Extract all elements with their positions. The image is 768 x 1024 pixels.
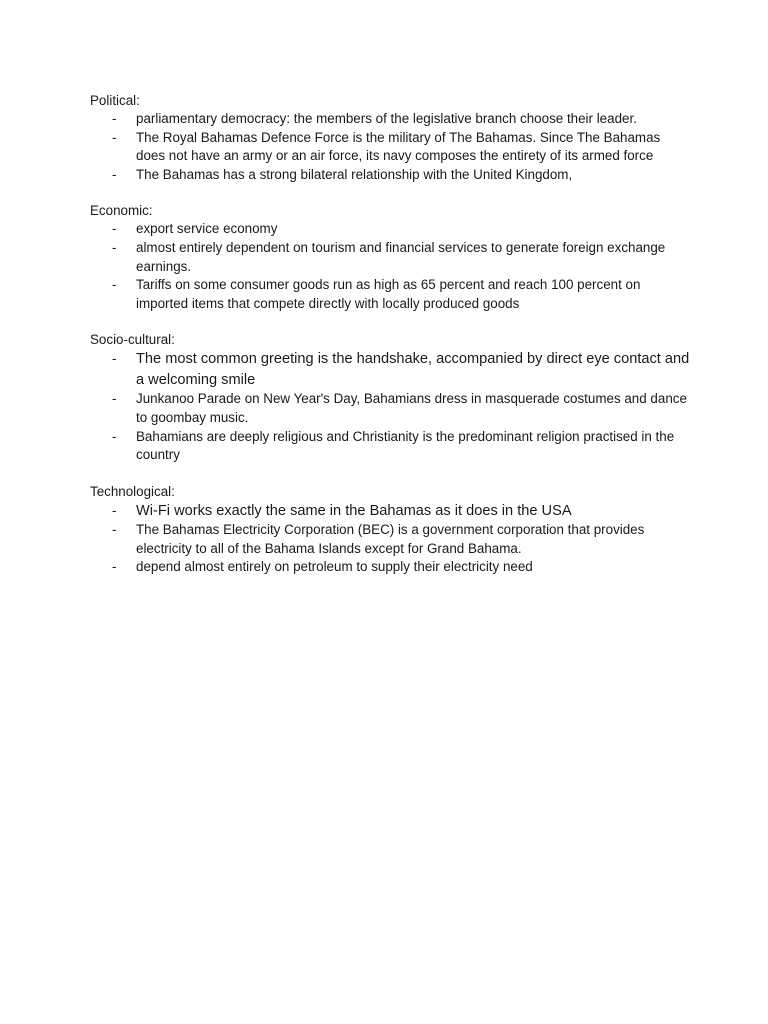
list-item-text: The Royal Bahamas Defence Force is the military of The Bahamas. Since The Bahamas does not have an army or an air force, its navy composes the entirety of its armed force	[136, 129, 661, 164]
list-item-text: export service economy	[136, 221, 278, 237]
list-item	[90, 501, 690, 522]
bullet-list	[90, 349, 690, 464]
list-item-text: Wi-Fi works exactly the same in the Bahamas as it does in the USA	[136, 502, 572, 519]
list-item-text: The most common greeting is the handshake, accompanied by direct eye contact and a welcoming smile	[136, 351, 690, 388]
bullet-list	[90, 110, 690, 184]
list-item	[90, 349, 690, 390]
list-item-text: Bahamians are deeply religious and Christianity is the predominant religion practised in the country	[136, 428, 675, 463]
list-item	[90, 390, 690, 427]
bullet-dash: -	[112, 239, 117, 255]
list-item	[90, 521, 690, 558]
list-item	[90, 276, 690, 313]
section-socio-cultural	[90, 331, 690, 464]
bullet-dash: -	[112, 522, 117, 538]
list-item-text: Tariffs on some consumer goods run as high as 65 percent and reach 100 percent on imported items that compete directly with locally produced goods	[136, 277, 641, 311]
list-item-text: parliamentary democracy: the members of the legislative branch choose their leader.	[136, 111, 637, 126]
bullet-dash: -	[112, 351, 117, 367]
list-item-text: depend almost entirely on petroleum to supply their electricity need	[136, 559, 533, 575]
bullet-dash: -	[112, 391, 117, 407]
bullet-dash: -	[112, 502, 117, 518]
list-item	[90, 129, 690, 166]
bullet-dash: -	[112, 111, 117, 126]
section-technological	[90, 483, 690, 577]
bullet-list	[90, 220, 690, 313]
section-economic	[90, 202, 690, 313]
bullet-dash: -	[112, 559, 117, 575]
list-item	[90, 558, 690, 577]
list-item	[90, 220, 690, 239]
bullet-dash: -	[112, 129, 117, 145]
list-item	[90, 428, 690, 465]
section-heading: Socio-cultural:	[90, 332, 175, 348]
section-heading: Technological:	[90, 483, 175, 499]
section-heading: Political:	[90, 93, 140, 108]
list-item-text: Junkanoo Parade on New Year's Day, Bahamians dress in masquerade costumes and dance to goombay music.	[136, 391, 687, 425]
list-item	[90, 239, 690, 276]
list-item-text: The Bahamas has a strong bilateral relationship with the United Kingdom,	[136, 166, 573, 182]
bullet-dash: -	[112, 277, 117, 293]
list-item-text: The Bahamas Electricity Corporation (BEC) is a government corporation that provides electricity to all of the Bahama Islands except for Grand Bahama.	[136, 522, 645, 556]
section-heading: Economic:	[90, 203, 153, 219]
list-item-text: almost entirely dependent on tourism and financial services to generate foreign exchange earnings.	[136, 239, 666, 274]
list-item	[90, 166, 690, 185]
bullet-list	[90, 501, 690, 577]
section-political	[90, 92, 690, 184]
bullet-dash: -	[112, 166, 117, 182]
bullet-dash: -	[112, 221, 117, 237]
document-body	[90, 92, 690, 595]
list-item	[90, 110, 690, 129]
bullet-dash: -	[112, 428, 117, 444]
